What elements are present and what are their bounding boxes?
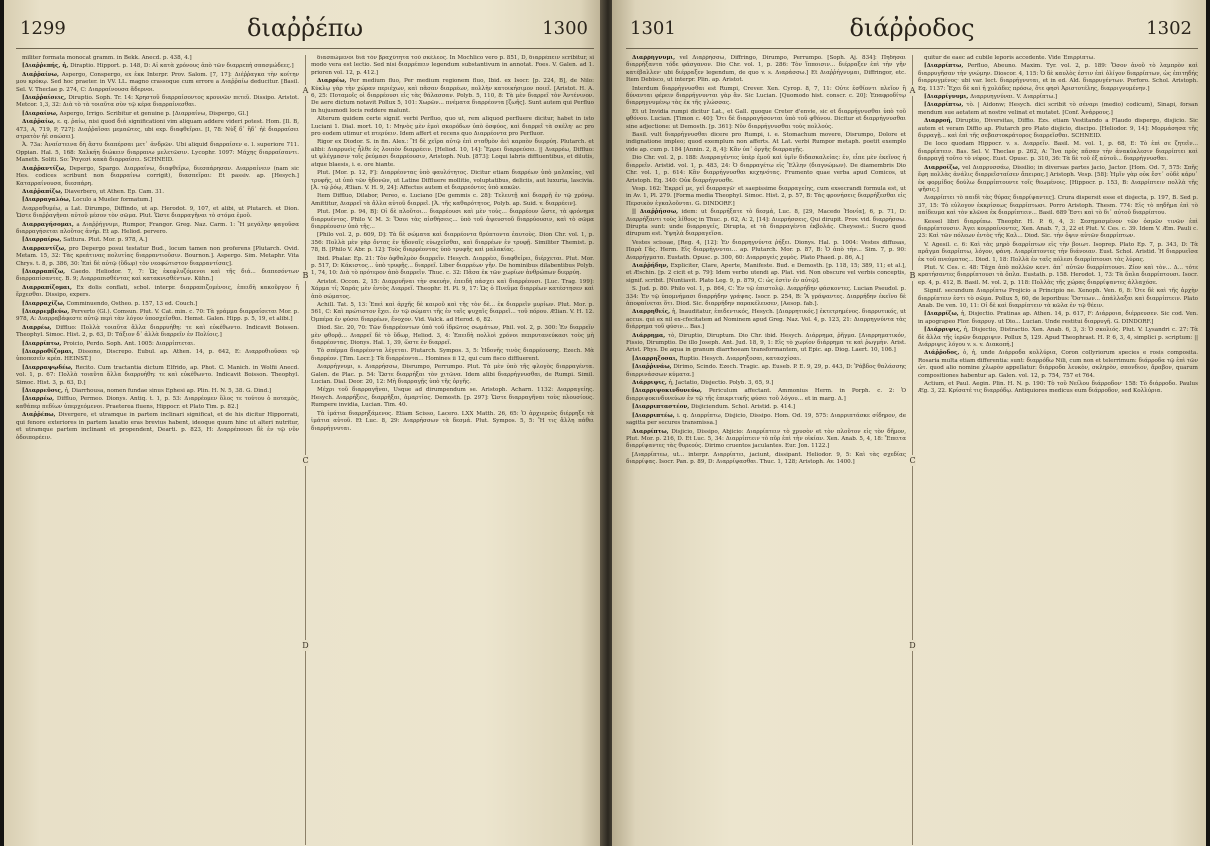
right-page-header — [626, 14, 1198, 49]
section-marker: A — [909, 86, 916, 95]
entry-text: Diruptio. Soph. Tr. 14: Χρηστοῦ διαρραίσοντος κρουνῶν πετεῦ. Dissipo. Aristot. Metcor. 1,3, 32: Διὰ τὸ τὰ τοιαῦτα σὺν τῷ κέρα διαρραίνεσθαι. — [16, 95, 299, 109]
entry-text: διασπώμενοι διὰ τὸν βραχύτητα τοῦ σκέλεος. In Mochlico vero p. 851, D, διαρρέπειν scribitur, si modo vera est lectio. Sed nisi διαρρέπειν legendum substantivum in annotat. Foes. V. Galen. ad 1. prioren vol. 12, p. 412.] — [311, 55, 594, 76]
entry-text: Vestes scissae, [Reg. 4, [12]: Ἐν διαρρηγνύντα ῥήξει. Dionys. Hal. p. 1004: Vestes diffusas, Παρὰ Γᾶς. Herm. Εἰς διαρρήγνυται... ap. Plutarch. Mor. p. 87, B: Ὁ ἀπὸ τὴν... Sim. 7, p. 90: Διαρρήγματα. Eustath. Opusc. p. 300, 60: Διαρραγεὶς χυμὸς. Plato Phaed. p. 86, A.] — [626, 239, 906, 261]
entry-text: ἡ, Disjectio, Distractio. Xen. Anab. 6, 3, 3: Ὁ σκολιός. Plut. V. Lysandri c. 27: Τὰ δὲ ἄλλα τῆς ἱερῶν διαρριψιν. Pollux 5, 129. Apud Theophrast. H. P. 6, 3, 4, simplici p. scriptum: || Διάρριψις λόγου v. s. v. Διακοπή.] — [918, 327, 1198, 349]
entry-text: Recito. Cum tractantia dictum Elfrido, ap. Phot. C. Manich. in Wolfii Anecd. vol. 1, p. 67: Πολλὰ τοιαῦτα ἄλλα διαρρυήθη: τε καὶ εὐκέθωντο. Indicavit Boisson. Theophyl. Simoc. Hist. 3, p. 63, D.] — [16, 364, 299, 386]
entry-headword: [Διαρρίζω, — [924, 311, 959, 318]
entry-headword: [Διαρρέω, — [22, 396, 55, 403]
entry-text: pro Depergo posui testatur Bud., locum tamen non proferens [Plutarch. Ovid. Metam. 15, 32: Τὰς κρεάτινας πολυτίας διαρραντιοῦσιν. Bournon.]. Aspergo. Sim. Metaphr. Vita Chrys. t. 8, p. 386, 30: Ἐπὶ δὲ αὐτῷ (ὕδωρ) τὸν νεοφώτιστον διαρραντίσας]. — [16, 245, 299, 267]
dictionary-entry — [16, 206, 299, 221]
entry-headword: Διαρραντίζω, — [22, 245, 67, 252]
entry-headword: Διαρραγήσομαι, — [22, 221, 74, 228]
dictionary-entry — [918, 327, 1198, 349]
entry-text: τὸ, Diruptio, Diruptum. Dio Chr. ibid. Hesych. Διάρρημα, ῥῆγμα. [Διαρρηματικόν, Fissio, Dirumptio. De illo Joseph. Ant. Jud. 18, 9, 1: Εἰς τὸ χωρίον διάρρημα τε καὶ ῥωγμὴν. Arist. Arist. Phys. De aqua in granum diarrhoeam transformantem, ut Epic. ap. Diog. Laert. 10, 106.] — [626, 332, 906, 354]
entry-text: Plut. [Mor. p. 94, B]: Οἱ δὲ πλοῦτοι... διαρρέουσι καὶ μὲν τοὺς... διαρρέουν ὥστε, τὰ φρόνημα διαρρυέντος. Philo V. M. 3: Ὅσοι τὰς αἰσθήσεις... ὑπὸ τοῦ ἀψευστοῦ διαρρύουσιν, καὶ τὸ σῶμα διαρρέουσιν ὑπὸ τῆς... — [311, 209, 594, 230]
entry-headword: [Διαρραίρω, — [22, 237, 62, 244]
dictionary-entry — [16, 63, 299, 70]
dictionary-entry — [311, 232, 594, 254]
entry-text: Kessel libri διαρρίπω. Theophr. H. P. 6, 4, 3: Σεσημασμένον τῶν ὀσμῶν τινῶν ἐπὶ διαρρίπτουσιν. Άγει κοιρραίνοντες, Xen. Anab. 7, 3, 22 et Plut. V. Ces. c. 39. Idem V. Æm. Pauli c. 23: Καὶ τῶν πόλεων ἐντὸς τῆς Καλ... Diod. Sic. τὴν ὄψιν αὐτῶν διαρρίπτων. — [918, 218, 1198, 240]
dictionary-entry — [626, 333, 906, 355]
entry-text: Caedo. Heliodor. 7, 7: Ὡς ἐκεφλυζόμενοι καὶ τῆς διά... διαπεσόντων διαρραπίσαντες. B. 9; Διαρραπισθέντας καὶ κατακνισθέντων. Kühn.] — [16, 268, 299, 283]
entry-text: Diaverbero, ut Athen. Ep. Cam. 31. — [64, 188, 164, 195]
dictionary-entry — [16, 166, 299, 188]
dictionary-entry — [918, 350, 1198, 380]
right-page — [612, 0, 1206, 846]
column-rule — [909, 55, 916, 845]
entry-text: ἡ, Jactatio, Disjectio. Polyb. 3, 65, 9.] — [668, 380, 774, 387]
dictionary-entry — [311, 193, 594, 208]
dictionary-entry — [626, 132, 906, 154]
entry-text: Et ut Invidia rumpi dicitur Lat., et Gall. quoque Creter d'envie, sic et διαρρήγνυσθαι ὑπὸ τοῦ φθόνου. Lucian. [Timon c. 40]: Ὅτι δὲ διαρραγήσονται ὑπὸ τοῦ φθόνου. Dicitur et διαρρήγνυσθαι sine adjectione: ut Demosth. [p. 361]: Νῦν διαρρήγνυσθαι τοὺς πολλούς. — [626, 108, 906, 130]
dictionary-entry — [626, 209, 906, 239]
dictionary-entry — [311, 411, 594, 433]
entry-text: Μέχρι τοῦ διαρραγῆναι, Usque ad dirumpendum se. Aristoph. Acharn. 1132: Διαρραγείης. Hesych. Διαρρήξεις, διαρρῆξαι, ἀμαρτίας. Demosth. [p. 297]: Ὥστε διαρραγῆναι τοὺς πλουσίους. Rumpere invidia, Lucian. Tim. 40. — [311, 387, 594, 409]
left-page-header — [16, 14, 594, 49]
entry-text: ἡ, Disjectio. Pratinas ap. Athen. 14, p. 617, F: Διάρροια, διέρρευσεν. Sic cod. Ven. in apograpeo Flor. διαρρυγ. ut Dio... Lucian. Unde restitui διαρρυγῆ. G. DINDORF.] — [918, 311, 1198, 325]
dictionary-entry — [16, 412, 299, 442]
dictionary-entry — [311, 325, 594, 347]
dictionary-entry — [311, 139, 594, 169]
entry-headword: Διαῤῥαίω, — [22, 119, 56, 126]
entry-headword: Διαρρίπτω, — [632, 428, 669, 435]
entry-text: Dirimo, Scindo. Ezech. Tragic. ap. Euseb. P. E. 9, 29, p. 443, D: Ῥάβδος θαλάσσης διαρρινάσσων κύματα.] — [626, 364, 906, 378]
entry-headword: Διαρρέω, — [317, 78, 347, 85]
dictionary-entry — [918, 55, 1198, 62]
entry-headword: [Διαρρίπτω, — [924, 63, 964, 70]
dictionary-entry — [16, 197, 299, 204]
entry-text: Diruptio, Diversitas, Diffio. Ezs. etiam Vestitando a Flaudo dispergo, disjicio. Sic autem et veram Diffio ap. Plutarch pro Plato disjicio, discipo. [Heliodor. 9, 14]: Μορμάσησα τῆς διρραγῇ... καὶ ἐπὶ τῆς σεβαστοκράτορος διαρρεῖσθαι. SCHNEID. — [918, 118, 1198, 140]
left-page — [4, 0, 604, 846]
dictionary-entry — [918, 242, 1198, 264]
dictionary-entry — [311, 387, 594, 409]
entry-text: Depergo, Spargo. Διαρραίνω, διαφθεῖρω, διεσπάρησαν. Διαρραίνειν (nam sic Hes. codices scribunt non διαρραίνω corrigit), διασπεῖραι: Et passiv. ap. [Hesych.] Καταρραίνουσα, διεσπάρη. — [16, 165, 299, 187]
entry-text: Diffluo, Permeo. Dionys. Antiq. t. 1, p. 53: Διαρρέομεν ὅλος τε τούτου ὁ ποταμὸς, καθάπερ πεδίων ὑπερχεόμενοι. Praeterea fluens, Hippocr. et Plato Tim. p. 82.] — [16, 396, 299, 410]
dictionary-entry — [16, 222, 299, 237]
dictionary-entry — [16, 388, 299, 395]
entry-text: quitur de eaec ad cubile leporis accedente. Vide Ἐπιρρίπτω. — [924, 55, 1096, 61]
running-headword: διάῤῥοδος — [849, 14, 975, 42]
dictionary-entry — [16, 119, 299, 141]
entry-text: Item Diffluo, Dilabor, Pereo, e. Luciano [De gemmis c. 28]: Τελευτῇ καὶ διαρρῇ ἐν τῷ χρόνῳ. Amittitur, Διαρρεῖ τὰ ἄλλα αὐτοῦ διαρρεῖ. [Ἀ. τῆς καθαρότητος, Polyb. ap. Suid. v. διαρρέειν]. — [311, 193, 594, 207]
dictionary-entry — [626, 413, 906, 428]
dictionary-entry — [626, 380, 906, 387]
entry-text: idem: ut διαρρήξατε τὸ δεσμά, Luc. 8, [29, Macedo Ἠονία], 6, p. 71, D: Διαρρήξαντι τοὺς λίθους in Thuc. p. 62, A: 2, [14]: Διερρήσσεις, Qui dirupit. Prov. vid. διαρρήσσω. Dirupta sunt: unde διαρραγείς, Dirupta, et τὰ διαρραγέντα ἐκβολάς. Cheysost.: Sucro quod dirupum est. Ὑψηλὰ διαρραγεῖσα. — [626, 209, 906, 238]
entry-text: Achill. Tat. 5, 13: Ἐπεὶ καὶ ἀρχῆς δὲ καιροῦ καὶ τῆς τὸν δὲ... ἐκ διαρρεῖν μυρίων. Plut. Mor. p. 561, C: Καὶ πρώτιστον ἔχει. ἐν τῷ σώματι τῆς ἐν ταῖς ψυχαῖς διαρρεῖ... τοῦ πόρου. Ælian. V. H. 12. Ὀμπέρα ἐν φύσει διαρρέων, ἔνοχον. Vid. Valck. ad Herod. 6, 82. — [311, 302, 594, 323]
entry-headword: Διαρραπίζομαι, — [22, 284, 72, 291]
entry-text: Interdum διαρρήγνυσθαι est Rumpi, Crever. Xen. Cyrop. 8, 7, 11: Οὐτε ἐσθίοντι πλεῖον ἢ δύνανται φέρειν διαρρήγνυνται γὰρ ἂν. Sic Lucian. [Quomodo hist. conscr. c. 20]: Ἐπαφροδίτῳ διαρρηγνυμένῳ τὰς ἐκ τῆς γλώσσας. — [626, 85, 906, 107]
entry-text: τὸ. | Aidonw; Hesych. dici scribit τὸ σέναρι (medio) codicum), Sinapi, forsan mendum sue aetatem at nostre velinat et mutatet. [Conf. Ἀνάρρους.] — [918, 102, 1198, 116]
entry-text: Dio Chr. vol. 2, p. 188: Διαρραγέντες ὑπὲρ ἐμοῦ καὶ ὑμῖν διδασκαλείας: ἐν, εἶπε μὲν ἐκεῖνος ἡ διαρρεῖν. Aristid. vol. 1, p. 483, 24: Ὁ διαρραγέτω εἰς Ἕλλην (διαγνώμων). De diamembris Dio Chr. vol. 1, p. 614: Κἂν διαρρήγνυσθαι κεχηνότας. Frumento quae verba apud Comicos, ut Aristoph. Eq. 340: Οὐκ διαρρήγνυσθε. — [626, 155, 906, 184]
dictionary-entry — [311, 279, 594, 301]
entry-text: Plut. V. Ces. c. 48: Τάχα ἀπὸ πολλῶν κεντ. ἀπ᾽ αὐτῶν διαρρίπτουσι. Ζίον καὶ τὸν... Δ... τότε κρατήσαντες διαρρίπτουσι τὰ ὅπλα. Eustath. p. 158. Herodot. 1, 73: Τὰ ὅπλα διαρρίπτουσι. Isocr. ep. 4, p. 412, B. Basil. M. vol. 2, p. 118: Πολλὰς τῆς χώρας διαρρίψαντες ἀλλαχόσε. — [918, 264, 1198, 286]
entry-text: vel Διαρρυσσάω, Dissilio; in diversas partes jacio, Jactor. [Hom. Od. 7, 575: Σπῆς ἔφη πολλὰς ἀνάλις διαρρεῖσταίσεν ἄπειρας.] Aristoph. Vesp. [58]: Ἡμῖν γὰρ οὐκ ἔστ᾽ οὐδὲ κάρυ᾽ ἐκ φορμίδος δούλω διαρρίπτουντε τοῖς θεωμένοις. [Hippocr. p. 153, B: Διαρρίπτειν πολλὰ τῆς ψῆσις.] — [918, 164, 1198, 193]
entry-text: Divergere, et utramque in partem inclinari significat, et de his dicitur Hipporrati, qui fenore exteriores in partem laxatio eras brevius habent, ideoque quum hinc ut alteri nutritur, et utramque partem inclinant et propendent, Dearti. p. 823, H: Διαρρέπουσι δὲ ἐν τῷ νῦν ὀδοιπορέειν. — [16, 412, 299, 441]
dictionary-entry — [311, 364, 594, 386]
dictionary-entry — [918, 195, 1198, 217]
entry-headword: Διαῤῥαντίζω, — [22, 165, 67, 172]
section-marker: D — [909, 641, 916, 650]
dictionary-entry — [626, 452, 906, 467]
dictionary-entry — [918, 118, 1198, 140]
entry-headword: [Διαρροθίζομαι, — [22, 349, 74, 356]
dictionary-entry — [16, 309, 299, 324]
entry-text: Διαρρίπτει τὸ παιδὶ τὰς θύρας διαρρίψαντες]. Crura dispersit esse et disjecta, p. 197, B. Sed p. 37, 15: Τὸ εὐλογον ἐκκρίσεως διαρρίπτωσι. Porro Aristoph. Thesm. 774: Εἰς τὸ πηδῆμα ἐπὶ τὸ παίδευμα καὶ τὸν κλῶνα ἐκ διαρρίπτειν... Basil. 689 Ἐστι καὶ τὸ δι᾽ αὐτοῦ διαρρίπτου. — [918, 195, 1198, 217]
section-marker: B — [302, 271, 309, 280]
dictionary-entry — [16, 55, 299, 62]
left-page-column-1 — [16, 55, 299, 845]
page-number-right: 1300 — [542, 18, 588, 39]
entry-headword: [Διαῤῥεπής, ἡ, — [22, 63, 69, 70]
page-number-right: 1302 — [1146, 18, 1192, 39]
entry-text: militer formata monocat gramm. in Bekk. Anecd. p. 438, 4.] — [22, 55, 192, 61]
dictionary-entry — [626, 429, 906, 451]
right-page-column-1 — [626, 55, 906, 845]
entry-text: Ibid. Phalar. Ep. 21: Τὸν ὀφθαλμὸν διαρρεῖν. Hesych. Διαρρέει, διαφθείρει, διέρχεται. Plut. Mor. p. 517, D: Κάκιστος... ὑπὸ τρυφῆς... διαρρεῖ. Liber διαρρέων γῆν. De hominibus dilabentibus Polyb. 1, 74, 10: Διὰ τὸ πρότερον ἀπὸ διαρρεῖν. Thuc. c. 32: Πᾶσα ἐκ τῶν χωρίων ἀνθρώπων διερρύη. — [311, 255, 594, 277]
entry-headword: Διαῤῥαίνω, — [22, 71, 59, 78]
entry-text: Rigor ex Diodor. S. in fin. Alex.: Ἢ δὲ χεῖρα αὐτῷ ἐπὶ σταθμὸν ἀεὶ καρπὸν διερρύη. Plutarch. et alibi: Διαρρυεὶς ἦλθε ἐς λοιπὸν διαρρέειν. [Heliod. 10, 14]: Ἔρρει διαρρεύσει. || Διαρρέω, Diffluo: ut ψλέγμασιν τοῖς ῥεύμασι διαρρέουσιν, Aristoph. Nub. [873]: Loqui labris diffluentibus, et dilutis, atque blaesis, i. e. ore hiante. — [311, 139, 594, 168]
entry-text: Τὸ σπέρμα διαρρέοντα λέγεται. Plutarch. Sympos. 3, 5: Ἡδονῆς τινὸς διαρρέουσης. Ezech. Μὰ διαρρέον. [Tim. Locr.]: Τὰ διαρρέοντα... Homines ii 12, qui cum fisco diffluerent. — [311, 348, 594, 362]
entry-headword: [Διαρριπτέω, — [632, 412, 675, 419]
dictionary-entry — [311, 78, 594, 115]
dictionary-entry — [918, 381, 1198, 396]
section-marker: D — [302, 641, 309, 650]
dictionary-entry — [918, 63, 1198, 93]
dictionary-entry — [311, 116, 594, 138]
left-page-columns — [16, 55, 594, 845]
right-page-columns — [626, 55, 1198, 845]
entry-headword: || Διαῤῥήσσω, — [632, 209, 679, 216]
entry-text: [Διαρρίπτεω, ut... interpr. Διαρρίπτει, jaciunt, dissipant. Heliodor. 9, 5: Καὶ τὰς σχεδίας διαρρίψας. Isocr. Pan. p. 89, D: Διαρρίψασθαι. Thuc. 1, 128; Aristoph. Av. 1400.] — [626, 451, 906, 466]
entry-headword: Διάῤῥοδος, — [924, 350, 960, 357]
entry-text: Διαρρήγνυμι, s. Διαρρήσσω, Disrumpo, Perrumpo. Plut. Τὰ μὲν ὑπὸ τῆς φλογὸς διαρραγέντα. Galen. de Plac. p. 54: Ὥστε διαρρήξαι τὸν χιτῶνα. Idem alibi διαρρήγνυσθαι, de Rumpi. Simil. Lucian. Dial. Deor. 20, 12: Μὴ διαρραγῇς ὑπὸ τῆς ὀργῆς. — [311, 364, 594, 386]
right-page-column-2 — [918, 55, 1198, 845]
dictionary-entry — [626, 155, 906, 185]
dictionary-entry — [311, 302, 594, 324]
section-marker: C — [302, 456, 309, 465]
entry-text: Actium, et Paul. Aegin. Plin. H. N. p. 190: Τὸ τοῦ Νείλου διάρροδον· 158: Τὸ διάρροδο. Paulus Æg. 3, 22. Κρίσατέ τις διαρρόδῳ. Antiquiores medicus eum διάρροδον, sed Κολλύρια. — [918, 381, 1198, 395]
dictionary-entry — [16, 237, 299, 244]
entry-text: Periculum affectant. Ammonius Herm. in Porph. c. 2: Ὁ διαρριψοκινδυνεύων ἐν τῷ τῆς ἐπικριτικῆς φύσει τοῦ λόγου... et in marg. Δ.] — [626, 388, 906, 402]
entry-headword: [Διαρρίγνυμι, — [924, 94, 969, 101]
entry-text: Perfluo, Abeuno. Maxim. Tyr. vol. 2, p. 189: Ὅσον ἀνοῦ τὸ λαμπρὸν καὶ διαρρυγῆσαν τὴν γνώμην. Dioscor. 4, 115: Ὁ δὲ καυλὸς ἐστιν ἐπὶ ὀλίγον διαρρίπτων, ὡς ἐπιτηδής διαρρυγμένος· ubi var. lect. διαρρήγνυται, et in ed. Ald. διαρρυγέντων. Porforo. Schol. Aristoph. Eq. 1137: Ἔχει δὲ καὶ ἡ χολάδες πρόσω, ὅτε φησὶ Ἀριστοτέλης, διαρριγνυμένην.] — [918, 63, 1198, 92]
dictionary-entry — [626, 356, 906, 363]
entry-headword: [Διαρρεμβεύω, — [22, 309, 70, 315]
dictionary-entry — [626, 55, 906, 85]
entry-text: Ἀ. 73a: Ἀναίστεινα δὴ ἄστυ διαπέρσαι μετ᾽ ἀνδρῶν. Ubi aliquid διαρραίσεν e. l. superiore 711. Oppian. Hal. 5, 168: Χαλκήη διώκειν διαρρανω μελετῶσιν. Lycophr. 1097: Μάχης διαρραίσαντι. Maneth. Soliti. So: Ῥαγεσὶ κακὰ διαρραίσει. SCHNEID. — [16, 142, 299, 164]
dictionary-entry — [626, 286, 906, 308]
entry-headword: Διαρρηθείς, — [632, 309, 671, 316]
dictionary-entry — [626, 364, 906, 379]
entry-text: Proicio, Perdo. Soph. Ant. 1005: Διαρρίπτεται. — [63, 340, 195, 347]
dictionary-entry — [16, 301, 299, 308]
dictionary-entry — [311, 55, 594, 77]
column-rule — [302, 55, 309, 845]
dictionary-entry — [918, 288, 1198, 310]
page-number-left: 1299 — [20, 18, 66, 39]
section-marker: A — [302, 86, 309, 95]
entry-headword: [Διαρρίπτω, — [22, 340, 62, 347]
entry-headword: [Διαρρεῦσις, — [22, 388, 63, 395]
dictionary-entry — [918, 94, 1198, 101]
entry-text: Aristot. Occon. 2, 15: Διαρρυῆναι τὴν σκευὴν, ἐπειδὴ πάσχει καὶ διαρρέουσι. [Luc. Trag. 199]: Χάρμα τί; Χαράς μὲν ἐντὸς Διαρρεῖ. Theophr. H. Pl. 9, 17: Ὡς ὁ Πνεῦμα διαρρέων κατέστησεν καὶ ἀπὸ σώματος. — [311, 278, 594, 300]
entry-headword: Διαρροή, — [924, 118, 953, 125]
entry-text: S. Jud. p. 80. Philo vol. 1, p. 864, C: Ἐν τῷ ἐπιστολῷ. Διαρρήδην φάσκοντες. Lucian Pseudol. p. 334: Ἐν τῷ ὑπομνήμασι διαρρήδην γράψας. Isocr. p. 254, B: Ἃ γράψαντες. Διαρρήδην ἐκεῖνο δὲ ἀποφαίνεται ὅτι. Diod. Sic. διαρρήδην παρακέλευσεν, [Aesop. fab.]. — [626, 286, 906, 307]
entry-text: a Διαῤῥήγνυμι, Rumpor, Frangor. Greg. Naz. Carm. 1: Ἢ μεγάλην φαγοῦσα διαρραγήσεται πλοῦτος ἀνήρ. Et ap. Heliod. pervero. — [16, 221, 299, 235]
entry-text: Disjiciendum. Schol. Aristid. p. 414.] — [690, 404, 796, 411]
entry-headword: [Διάρριψις, — [924, 327, 962, 334]
dictionary-entry — [918, 102, 1198, 117]
entry-headword: Διαῤῥήδην, — [632, 262, 669, 269]
dictionary-entry — [16, 72, 299, 94]
entry-text: Vesp. 162: Ἐκρρεῖ με, γεῖ διαρραγῶ· et saepissime διαρραγείης, cum exsecrandi formula est, ut in Av. 1, Pl. 279. [Forma media Theophyl. Simoc. Hist. 2, p. 57, B: Τὰς φρονήσεις διαρρήξεσθαι εἰς Περσικὸν ἐγκαλοῦνται. G. DINDORF.] — [626, 185, 906, 207]
entry-headword: [Διαρραχίζω, — [22, 300, 65, 307]
dictionary-entry — [626, 263, 906, 285]
entry-text: Disjicio, Dissipo, Abjicio: Διαρρίπτειν τὸ χρυσὸν et τὸν πλοῦτον εἰς τὸν δῆμον, Plut. Mor. p. 216, D. Et Luc. 5, 34: Διαρρίπτειν τὸ πῦρ ἐπὶ τὴν οἰκίαν. Xen. Anab. 5, 4, 18: Ἔπειτα διαρρίψαντες τὰς θυρεούς. Dirimo cruentos jaculantes. Eur. Jon. 1122.] — [626, 428, 906, 450]
dictionary-entry — [16, 285, 299, 300]
entry-headword: Διαρροίζω, — [924, 164, 960, 171]
entry-headword: [Διαῤῥαίσεις, — [22, 95, 67, 102]
entry-headword: Διαῤῥέπω, — [22, 412, 56, 419]
entry-text: Diraptio. Hipport. p. 148, D: Αἱ κατὰ χρόνους ἀπὸ τῶν διαρρεπὴ σπασμώδεες.] — [70, 63, 294, 70]
entry-text: Aspergo, Conspergo, ex ἐκκ Interpr. Prov. Salom. [7, 17]: Διέῤῥαγκα τὴν κοίτην μου κρόκῳ. Sed hoc praeter. in VV. LL. magno crassoque cum errore a Διαῤῥαίω deducitur. [Basil. Sel. V. Theclae p. 274, C: Διαρραίνουσα ἄδερνοι. — [16, 71, 299, 93]
dictionary-entry — [16, 325, 299, 340]
dictionary-entry — [626, 404, 906, 411]
entry-text: Ruptio. Hesych. Διαρρηξοσαι, κατασχίσαι. — [679, 355, 802, 362]
dictionary-entry — [16, 349, 299, 364]
entry-text: Comminuendo, Ostheo. p. 157, 13 ed. Couch.] — [66, 300, 198, 307]
entry-text: Τὰ ἱμάτια διαρρηξάμενος. Etiam Scisso, Lacero. LXX Matth. 26, 65: Ὁ ἀρχιερεὺς διέρρηξε τὰ ἱμάτια αὐτοῦ. Et Luc. 8, 29: Διαρρήσσων τὰ δεσμά. Plut. Sympos. 5, 5: Ἥ τις ἄλλη πάθει διαρρήγνυται. — [311, 410, 594, 432]
entry-text: Diffluo: Πολλὰ τοιαῦτα ἄλλα διαρρυήθη: τε καὶ εὐκέθωντο. Indicavit Boissen. Theophyl. Simoc. Hist. 2, p. 63, D: Τάξιον δ᾽ ἀλλὰ διαρρεῖν ἐν Πολίοις.] — [16, 324, 299, 339]
dictionary-entry — [626, 109, 906, 131]
entry-text: Dissono, Discrepo. Eubul. ap. Athen. 14, p. 642, E: Διαρροθιοῦσαι τῷ ὑποπεσεῖν κρέα. HEINST.] — [16, 349, 299, 363]
dictionary-entry — [918, 311, 1198, 326]
entry-text: Per medium fluo, Per medium regionem fluo, Ibid. ex Isocr. [p. 224, B], de Nilo: Κύκλῳ γὰρ τὴν χώραν περιέχων, καὶ πᾶσαν διαρρέων, πολλὴν κατοικήσιμον ποιεῖ. [Aristot. H. A. 6, 25: Ποταμοῖς οἱ διαρρέουσι εἰς τὰς θάλασσαν. Polyb. 5, 110, 8: Τὰ μὲν διαρρεῖ τὸν Ἀντένινον. De aere dictum notavit Pollux 5, 101: Χωρῶν... πνέματα διαρρέοντα [ζωῆς]. Sunt autem qui Perfluo in hujusmodi locis reddere malunt. — [311, 78, 594, 114]
entry-text: ἡ, Inauditatur, ἐπιδεντικός, Hesych. [Διαρρητικός.] ἐκτετρημένος. διαρρυτικός, ut accus. qui ex nil ex-cfecitatem ad Nominem apud Greg. Naz. Vol. 4, p. 123, 21: Διαρρηγνύντα τὰς διάρρημα τοῦ φύσιν... Bas.] — [626, 309, 906, 331]
entry-text: Aspergo, Irrigo. Scribitur et genuine p. [Διαρραίνω, Dispergo, Gl.] — [59, 110, 249, 117]
dictionary-entry — [918, 141, 1198, 163]
dictionary-entry — [626, 388, 906, 403]
dictionary-entry — [16, 269, 299, 284]
dictionary-entry — [918, 265, 1198, 287]
page-number-left: 1301 — [630, 18, 676, 39]
dictionary-entry — [626, 86, 906, 108]
entry-headword: Διάρρημα, — [632, 332, 666, 339]
entry-text: De loco quodam Hippocr. v. s. Διαρρεῖν. Basil. M. vol. 1, p. 68, E: Τὸ ἐπὶ σε ζητεῖν... διαρρίπτειν. Bas. Sel. V. Theclae p. 262, A: Ἵνα πρὸς πᾶσαν τὴν ἀνακύκλεσιν διαρρίπτει καὶ διαρραγῇ τοῦτο τὸ νέφος. Eust. Opusc. p. 310, 36: Τὰ δὲ τοῦ ἐξ αὐτοῦ... διαρρήγνυσθαι. — [918, 141, 1198, 163]
entry-headword: [Διαρριπταστέον, — [632, 404, 690, 411]
entry-text: Basil. vult διαρρήγνυσθαι dicere pro Rumpi, i. e. Stomachum movere, Disrumpo, Dolore et indignatione impleo; quod exemplum non afferts. At Lat. verbi Rumpor metaph. poetit exemplo vide ap. cum p. 184 [Annin. 2, 8, 4]: Κἂν ὑπ᾽ ὀργῆς διαρραγῇς. — [626, 132, 906, 153]
entry-headword: [Διαρριψοκινδυνεύω, — [632, 388, 702, 395]
dictionary-entry — [626, 309, 906, 331]
entry-text: Διαρρυηγνύναι. V. Διαρρίπτω.] — [970, 94, 1058, 101]
entry-text: V. Agesil. c. 6: Καὶ τὰς μηρὸ διαρρίπτων εἰς τὴν βοιωτ. Isoprep. Plato Ep. 7, p. 343, D: Τὰ πρᾶγμα διαρρίπτω, λόγον, φάνη. Διαρρίπτοντες τὴν διάνοιαν. Eust. Schol. Aristid. Ἡ διαρρυεῖσα ἐκ τοῦ πνεύματος... Diod. 1, 18: Πολλὰ ἐν ταῖς πόλεσι διαρρίπτουσι τὰς λύρας. — [918, 241, 1198, 263]
dictionary-entry — [16, 246, 299, 268]
dictionary-entry — [16, 95, 299, 110]
dictionary-entry — [918, 219, 1198, 241]
entry-headword: Διαρρέω, — [22, 324, 52, 331]
entry-headword: [Διαρραψῳδέω, — [22, 364, 73, 371]
entry-headword: [Διαρρίπτω, — [924, 102, 964, 109]
dictionary-entry — [16, 142, 299, 164]
entry-text: Ex dolis conflati, scbol. interpr. διαρραπιζομένοις, ἐπειδὴ κακοῦργον ἤ ἔρχεσθαι. Dissipo, expers. — [16, 284, 299, 299]
entry-text: [Philo vol. 2, p. 609, D]: Τὰ δὲ σώματα καὶ διαρρέοντα θρύπτοντα ἑαυτοὺς. Dion Chr. vol. 1, p. 356: Πολλὰ μὲν γὰρ ὄντας ἐν ἡδοναῖς εὐωχεῖσθαι, καὶ διαρρέων ἐν τρυφῇ. Similiter Themist. p. 78, B. [Philo V. Abr. p. 12]: Τοὺς διαρρέοντας ὑπὸ τρυφῆς καὶ μαλακίας. — [311, 232, 594, 254]
entry-text: Perverto (Gl.). Comsun. Plut. V. Cat. min. c. 70: Τὰ γράμμα διαρραίσεται Mor. p. 978, A: Διαρραβάφεστε αὐτῷ περὶ τὰν λόγον ὑποσχεῖσθαι. Hemst. Galen. Hipp. p. 5, 19, et alibi.] — [16, 309, 299, 323]
entry-headword: Διαῤῥήγνυμι, — [632, 55, 676, 61]
entry-text: Sattura. Plut. Mor. p. 978, A.] — [63, 237, 148, 244]
dictionary-entry — [626, 186, 906, 208]
dictionary-entry — [626, 240, 906, 262]
left-page-column-2 — [311, 55, 594, 845]
dictionary-entry — [16, 111, 299, 118]
dictionary-entry — [16, 396, 299, 411]
dictionary-entry — [311, 348, 594, 363]
entry-headword: Διάρριψις, — [632, 380, 667, 387]
entry-text: ἡ, Diarrhousa, nomen fundae sinus Ephesi ap. Plin. H. N. 5, 38. G. Dind.] — [64, 388, 272, 395]
entry-text: ε. q. ῥαίω, nisi quod διά significationi vim aliquam addere videri potest. Hom. [Il. B, 473, A, 719, P, 727]: Διαῤῥαῖσαι μεμαῶτες, ubi exp. διαφθεῖραι. [I, 78: Νὺξ δ᾽ ἥδ᾽ ἠὲ διαρραίσει στρατὸν ἠὲ σαώσει]. — [16, 119, 299, 141]
entry-headword: [Διαρρηξοσαι, — [632, 355, 678, 362]
entry-text: Signif. secundum Διαρρίπτω Projicio a Principio ne. Xenoph. Ven. 6, 8: Ὁτε δὲ καὶ τῆς ἀρχὴν διαρρίπτειν ἐστι τὸ σῶμα. Pollux 5, 60, de leporibus: Ὅστεων... ἀπάλλαξαι καὶ διαρρίπτειν. Plato Anab. De ven. 10, 11: Οἱ δὲ καὶ διαρρίπτειν τὰ κῶλα ἐν τῷ θέειν. — [918, 288, 1198, 309]
entry-headword: [Διαῤῥινάω, — [632, 364, 672, 371]
entry-text: ὁ, ἡ, unde Διάρροδα κολλύρια, Coron collyriorum species e rosis composita. Rosaria multa etiam differentia: sunt: διαρρόδω Nili, cum non et telerrimum: διάρροδα τῷ ἐπὶ τῶν ὠτ. quod alio nomine χλωρὸν appellatur: διάρροδα λευκὸν, σκληρὸν, σπονδιον, ἄραβον, quarum compositiones habentur ap. Galen. vol. 12, p. 754, 757 et 764. — [918, 350, 1198, 379]
running-headword: διαῤῥέπω — [246, 14, 364, 42]
section-marker: B — [909, 271, 916, 280]
entry-headword: [Διαραίνω, — [22, 110, 58, 117]
entry-text: Plut. [Mor. p. 12, F]: Διαρρέοντας ὑπὸ φαυλότητος. Dicitur etiam διαρρέων ὑπὸ μαλακίας, vel τρυφῆς, ut ὑπὸ τῶν ἡδονῶν, ut Latine Diffluere mollitie, voluptatibus, deliciis, aut luxuria, lascivia. [Ἀ. τῷ ῥόῳ, Ælian. V. H. 9, 24]: Affectus autem et διαρρεόντες ὑπὸ κακῶν. — [311, 170, 594, 191]
entry-headword: [Διαρραγαλόω, — [22, 197, 71, 204]
dictionary-entry — [311, 209, 594, 231]
dictionary-entry — [16, 341, 299, 348]
dictionary-entry — [16, 365, 299, 387]
dictionary-entry — [311, 256, 594, 278]
entry-text: Expliciter, Clare, Aperte, Manifeste. Bud. e Demosth. [p. 118, 15; 389, 11; et al.], et Æschin. [p. 2 cicit et p. 79]: Idem verbo utendi ap. Plat. vid. Non obscure vel verbis conceptis, signif. scribit. [Nuntiavit. Plato Leg. 9, p. 879, C: ὡς ἐστὶν ἐν αὐτῷ]. — [626, 262, 906, 284]
entry-text: Loculo a Mueler formatum.] — [72, 197, 153, 204]
entry-headword: [Διαρραπίζω, — [22, 268, 66, 275]
entry-text: Diod. Sic. 20, 70: Τῶν διαρρέοντων ὑπὸ τοῦ ἱδρῶτος σωμάτων, Phil. vol. 2, p. 300: Ἐν διαρρεῖν μὲν φθορᾷ... Διαρρεῖ δὲ τὸ ὕδωρ, Heliod. 3, 4: Ἐπειδὴ πολλοὶ χρόνοι πεπρυτανεύκασι τοὺς μὴ διαρρέοντας. Dionys. Hal. 1, 39, ὥστε ἐν διαρρεῖ. — [311, 325, 594, 347]
entry-text: vel Διαῤῥήσσω, Diffringo, Dirumpo, Perrumpo. [Soph. Aj. 834]: Πηδήσαι διαρρήξαντα τόδε φάσγανον. Dio Chr. vol. 1, p. 286: Τὸν ἵπποισιν... διέρραξεν ἐπὶ τὴν γῆν κατέβαλλεν· ubi διέρραξεν legendum, de quo v. s. Διαράσσω.] Et Διαῤῥήγνυμαι, Diffringor, etc. Item Debisco, ut interpr. Plin. ap. Aristot. — [626, 55, 906, 84]
entry-text: Alterum quidem certe signif. verbi Perfluo, quo ut, rem aliquod perfluere dicitur, habet in isto Luciani 1. Dial. mort. 10, 1: Μηνὸς μὲν ἐμοὶ σκορόδων ὑπὸ ὀσφύος, καὶ διαρρεῖ τὰ σκέλη· ac pro pro eodem utimur et πτερύειν. Idem affert et recens quo Διαρρέοντα pro Perfluor. — [311, 116, 594, 138]
entry-text: i. q. Διαρρίπτω, Disjicio, Dissipo. Hom. Od. 19, 575: Διαρριπτάσκε σίδηρον, de sagitta per secures transmissa.] — [626, 412, 906, 427]
dictionary-entry — [918, 165, 1198, 195]
dictionary-entry — [16, 189, 299, 196]
entry-headword: Διαῤῥαπίζω, — [22, 188, 63, 195]
entry-text: Διαρραθυμέω, a Lat. Dirumpo, Diffindo, ut ap. Herodot. 9, 107, et alibi, ut Plutarch. et Dion. Ὥστε διαῤῥαγῆναι αὐτοῦ μέσον τὸν σῶμα. Plut. Ὥστε διαρραγῆναι τὸ στόμα ἐμοῦ. — [16, 205, 299, 220]
dictionary-entry — [311, 170, 594, 192]
section-marker: C — [909, 456, 916, 465]
